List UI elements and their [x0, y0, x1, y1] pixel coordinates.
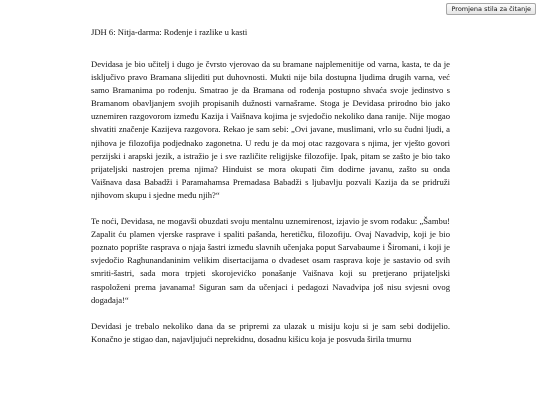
document-body [91, 26, 450, 359]
chapter-title: JDH 6: Nitja-darma: Rođenje i razlike u kasti [91, 27, 248, 37]
paragraph-that-night: Te noći, Devidasa, ne mogavši obuzdati svoju mentalnu uznemirenost, izjavio je svom rođaku: „Šambu! Zapalit ću plamen vjerske rasprave i spaliti pašanda, heretičku, filozofiju. Ovaj Navadvip, koji je bio poznato poprište rasprava o njaja šastri između slavnih učenjaka poput Sarvabaume i Širomani, i koji je svjedočio Raghunandaninim velikim disertacijama o dvadeset osam rasprava koje je sastavio od svih smriti-šastri, sada mora trpjeti skorojevićko ponašanje Vaišnava koji su pretjerano prijateljski raspoloženi prema javanama! Siguran sam da učenjaci i pedagozi Navadvipa još nisu svjesni ovog događaja!“ [91, 216, 450, 305]
paragraph-devidasa-teacher: Devidasa je bio učitelj i dugo je čvrsto vjerovao da su bramane najplemenitije od varna, kasta, te da je isključivo pravo Bramana slijediti put duhovnosti. Mukti nije bila dostupna ljudima drugih varna, već samo Bramanima po rođenju. Smatrao je da Bramana od rođenja postupno shvaća svoje jedinstvo s Bramanom obavljanjem svojih propisanih dužnosti varnašrame. Stoga je Devidasa prirodno bio jako uznemiren razgovorom između Kazija i Vaišnava kojima je svjedočio nekoliko dana ranije. Nije mogao shvatiti značenje Kazijeva razgovora. Rekao je sam sebi: „Ovi javane, muslimani, vrlo su čudni ljudi, a njihova je filozofija podjednako zagonetna. U redu je da moj otac razgovara s njima, jer vješto govori perzijski i arapski jezik, a istražio je i sve različite religijske filozofije. Ipak, pitam se zašto je bio tako prijateljski nastrojen prema njima? Hinduist se mora okupati čim dodirne javanu, zašto su onda Vaišnava dasa Babadži i Paramahamsa Premadasa Babadži s ljubavlju pozvali Kazija da se pridruži njihovom skupu i sjedne među njih?“ [91, 59, 450, 200]
reading-style-button[interactable]: Promjena stila za čitanje [446, 3, 536, 15]
paragraph-mission-preparation: Devidasi je trebalo nekoliko dana da se pripremi za ulazak u misiju koju si je sam sebi dodijelio. Konačno je stigao dan, najavljujući neprekidnu, dosadnu kišicu koja je posvuda širila tmurnu [91, 320, 450, 344]
